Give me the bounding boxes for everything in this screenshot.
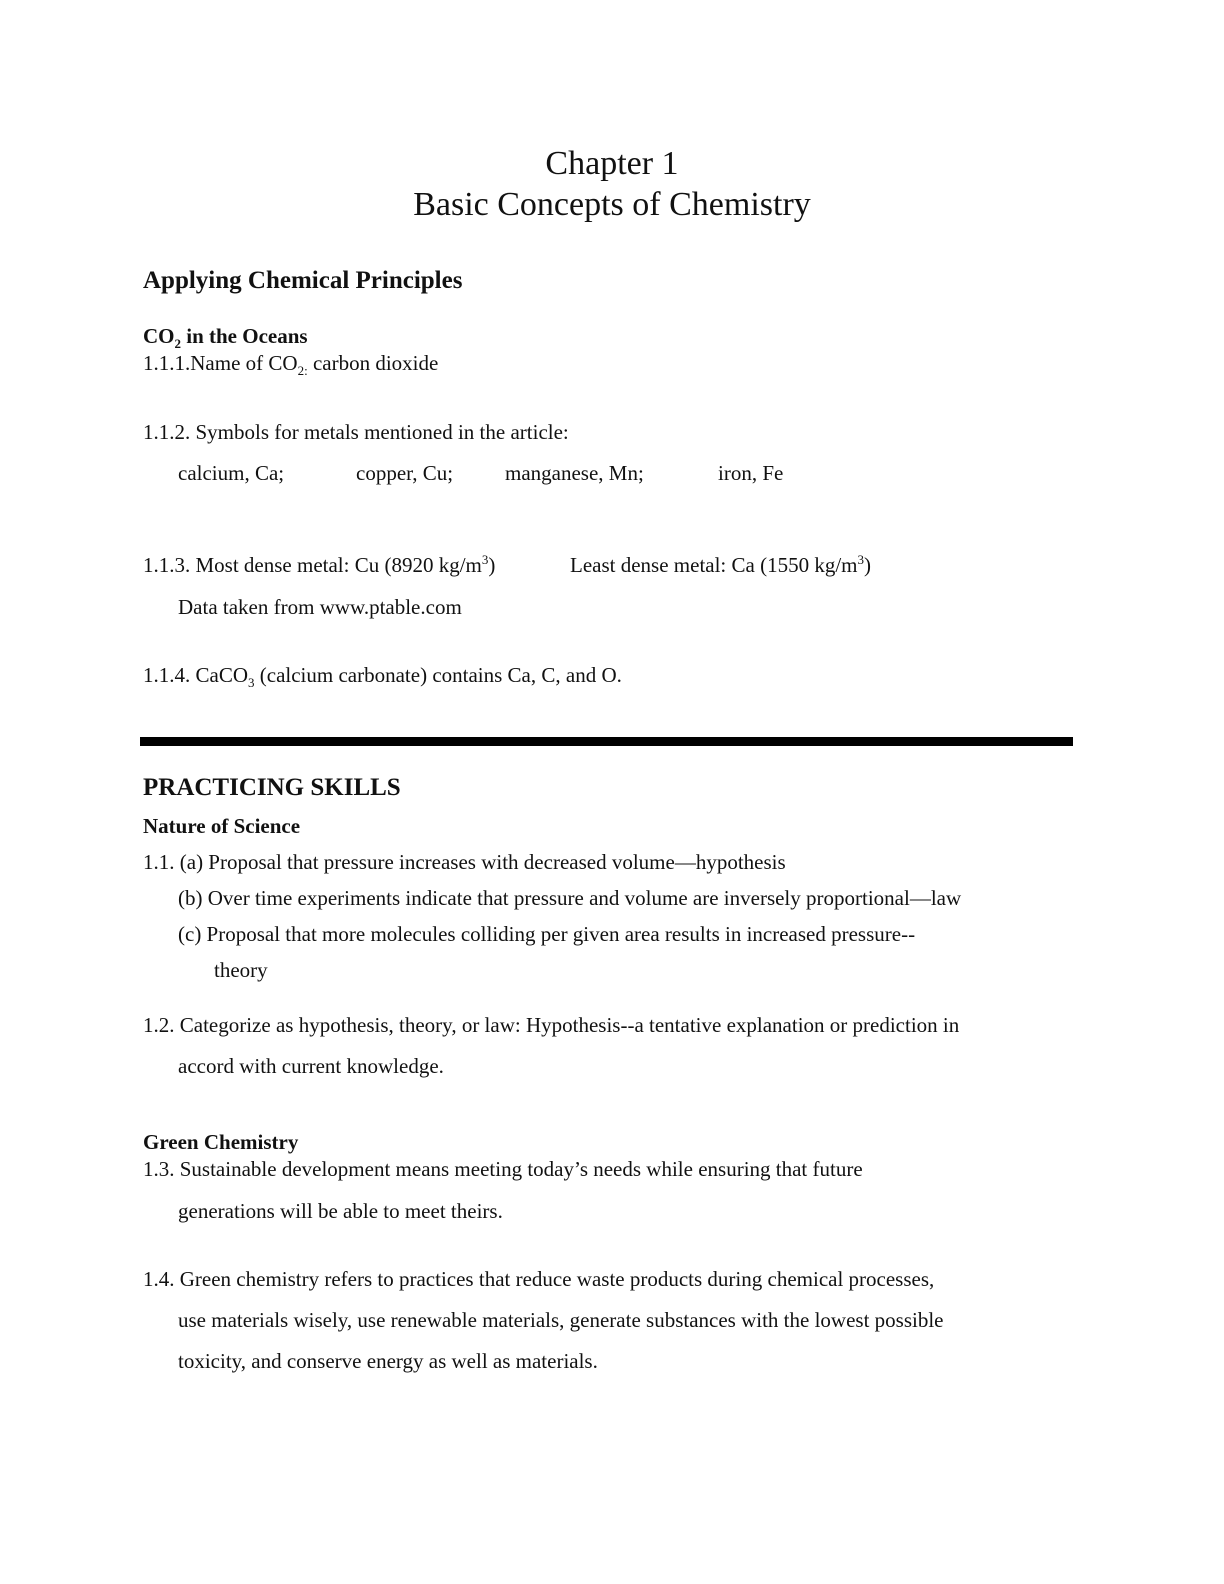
answer-1-1-4: 1.1.4. CaCO$_3$ (calcium carbonate) contains Ca, C, and O. xyxy=(143,663,622,691)
answer-1-1-3-least-dense: Least dense metal: Ca (1550 $kg/m^3$) xyxy=(570,552,872,577)
metal-calcium: calcium, Ca; xyxy=(178,461,285,485)
answer-1-4-cont-2: toxicity, and conserve energy as well as materials. xyxy=(178,1349,598,1373)
answer-1-3-cont: generations will be able to meet theirs. xyxy=(178,1199,503,1223)
metal-copper: copper, Cu; xyxy=(356,461,454,485)
subsection-heading-nature: Nature of Science xyxy=(143,814,301,838)
subsection-heading-co2: $CO_2$ in the Oceans xyxy=(143,324,308,352)
answer-1-1-1: 1.1.1.Name of $CO_{2:}$ carbon dioxide xyxy=(143,351,439,379)
section-divider xyxy=(140,737,1073,746)
answer-1-2: 1.2. Categorize as hypothesis, theory, or law: Hypothesis--a tentative explanation or prediction in xyxy=(143,1013,960,1037)
subsection-heading-green: Green Chemistry xyxy=(143,1130,299,1154)
answer-1-1-b: (b) Over time experiments indicate that pressure and volume are inversely proportional—law xyxy=(178,886,962,910)
answer-1-2-cont: accord with current knowledge. xyxy=(178,1054,444,1078)
metal-iron: iron, Fe xyxy=(718,461,784,485)
answer-1-1-c: (c) Proposal that more molecules colliding per given area results in increased pressure-- xyxy=(178,922,916,946)
answer-1-1-a: 1.1. (a) Proposal that pressure increases with decreased volume—hypothesis xyxy=(143,850,786,874)
answer-1-4: 1.4. Green chemistry refers to practices that reduce waste products during chemical processes, xyxy=(143,1267,935,1291)
data-source: Data taken from www.ptable.com xyxy=(178,595,462,619)
section-heading-practicing: PRACTICING SKILLS xyxy=(143,774,401,801)
answer-1-4-cont-1: use materials wisely, use renewable materials, generate substances with the lowest possible xyxy=(178,1308,944,1332)
section-heading-applying: Applying Chemical Principles xyxy=(143,267,463,294)
answer-1-1-c-cont: theory xyxy=(214,958,268,982)
metal-manganese: manganese, Mn; xyxy=(505,461,644,485)
answer-1-3: 1.3. Sustainable development means meeting today’s needs while ensuring that future xyxy=(143,1157,863,1181)
chapter-title: Basic Concepts of Chemistry xyxy=(413,186,811,223)
answer-1-1-3-most-dense: 1.1.3. Most dense metal: Cu (8920 $kg/m^3$) xyxy=(143,552,496,577)
answer-1-1-2: 1.1.2. Symbols for metals mentioned in the article: xyxy=(143,420,569,444)
chapter-number: Chapter 1 xyxy=(545,145,679,182)
